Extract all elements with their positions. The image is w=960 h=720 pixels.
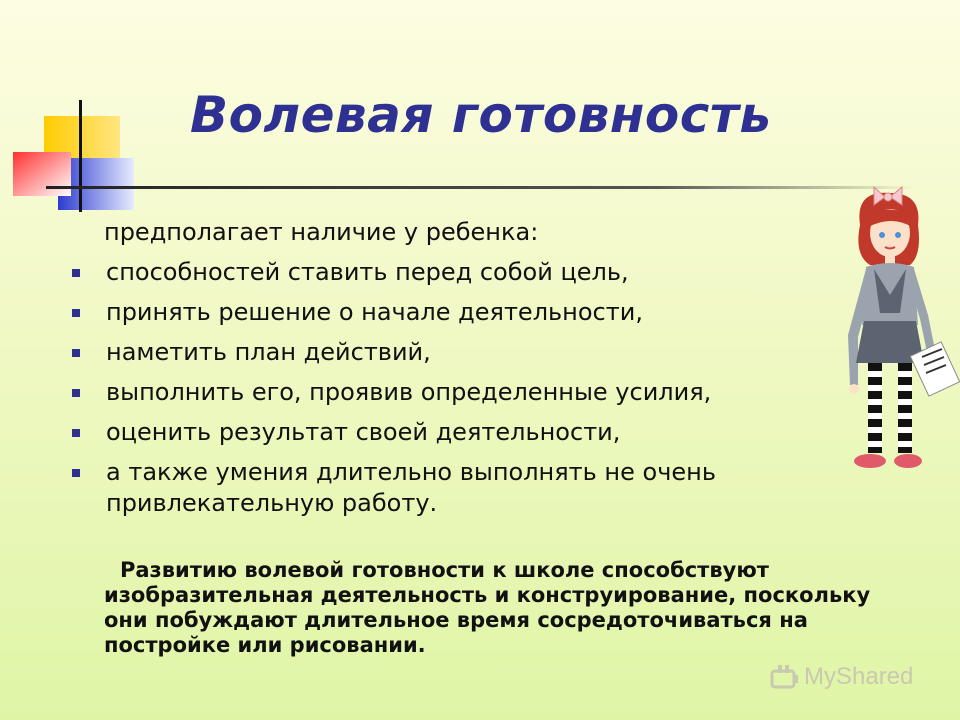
bullet-item xyxy=(72,257,832,288)
watermark-text: MyShared xyxy=(804,663,914,690)
bullet-square-icon xyxy=(72,429,80,437)
bullet-square-icon xyxy=(72,469,80,477)
bullet-text: а также умения длительно выполнять не очень привлекательную работу. xyxy=(106,458,716,517)
bullet-text: принять решение о начале деятельности, xyxy=(106,298,643,326)
bullet-square-icon xyxy=(72,309,80,317)
bullet-item xyxy=(72,297,832,328)
bullet-text: способностей ставить перед собой цель, xyxy=(106,258,629,286)
bullet-square-icon xyxy=(72,349,80,357)
bullet-text: наметить план действий, xyxy=(106,338,431,366)
bullet-square-icon xyxy=(72,389,80,397)
schoolgirl-illustration xyxy=(830,185,960,480)
bullet-item xyxy=(72,457,832,519)
intro-text: предполагает наличие у ребенка: xyxy=(104,218,539,246)
bullet-item xyxy=(72,337,832,368)
myshared-logo-icon xyxy=(770,663,800,691)
bullet-text: оценить результат своей деятельности, xyxy=(106,418,621,446)
striped-legs xyxy=(868,363,912,453)
bullet-item xyxy=(72,377,832,408)
bullet-list xyxy=(72,257,832,528)
slide-title: Волевая готовность xyxy=(190,86,772,144)
bullet-square-icon xyxy=(72,269,80,277)
red-square xyxy=(13,152,71,196)
horizontal-line xyxy=(46,186,912,189)
vertical-line xyxy=(79,100,82,212)
bullet-text: выполнить его, проявив определенные усилия, xyxy=(106,378,712,406)
bullet-item xyxy=(72,417,832,448)
footer-paragraph: Развитию волевой готовности к школе способствуют изобразительная деятельность и конструирование, поскольку они побуждают длительное время сосредоточиваться на постройке или рисовании. xyxy=(104,558,871,657)
watermark xyxy=(770,662,913,692)
